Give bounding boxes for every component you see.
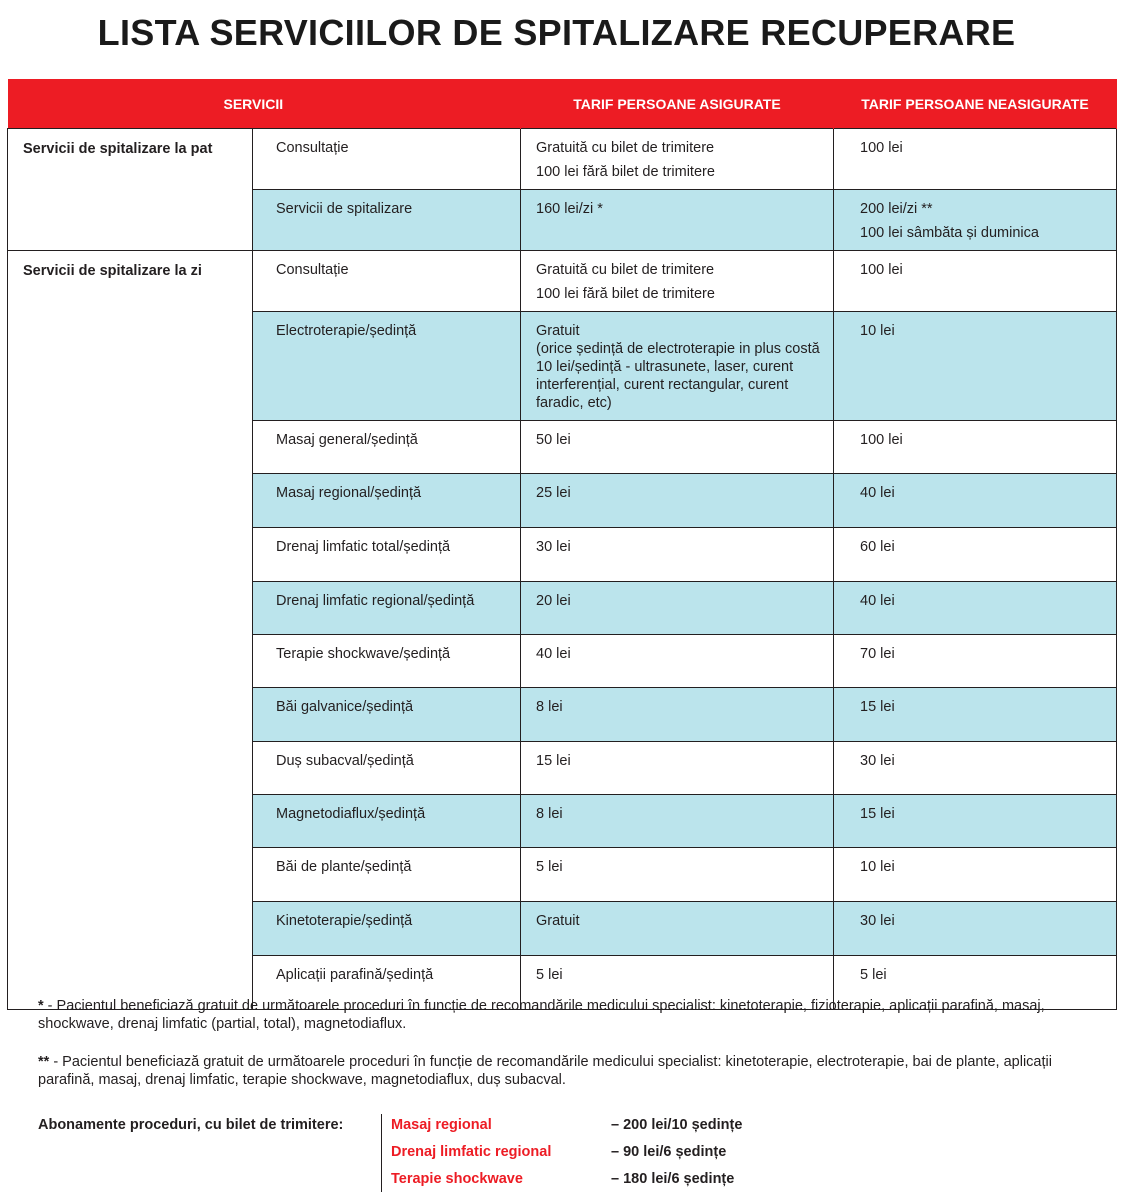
service-name: Aplicații parafină/ședință xyxy=(253,956,521,1010)
services-table xyxy=(7,79,1117,1010)
tarif-neasigurate-line: 40 lei xyxy=(860,485,895,501)
tarif-asigurate xyxy=(521,848,834,902)
tarif-asigurate xyxy=(521,795,834,848)
tarif-asigurate xyxy=(521,129,834,190)
abonament-price: – 180 lei/6 ședințe xyxy=(611,1171,735,1187)
tarif-asigurate-line: Gratuită cu bilet de trimitere xyxy=(536,262,715,278)
tarif-neasigurate-line: 15 lei xyxy=(860,806,895,822)
tarif-neasigurate xyxy=(834,421,1117,474)
service-name: Terapie shockwave/ședință xyxy=(253,635,521,688)
tarif-asigurate-line: 5 lei xyxy=(536,859,563,875)
tarif-neasigurate xyxy=(834,848,1117,902)
table-row xyxy=(8,129,1117,190)
divider xyxy=(381,1114,382,1192)
tarif-neasigurate-line: 10 lei xyxy=(860,323,895,339)
tarif-neasigurate xyxy=(834,474,1117,528)
header-tarif-neasigurate: TARIF PERSOANE NEASIGURATE xyxy=(834,79,1117,129)
table-header-row xyxy=(8,79,1117,129)
table-row xyxy=(8,251,1117,312)
service-name: Consultație xyxy=(253,129,521,190)
tarif-asigurate-line: 8 lei xyxy=(536,806,563,822)
tarif-neasigurate xyxy=(834,742,1117,795)
tarif-asigurate xyxy=(521,742,834,795)
tarif-neasigurate xyxy=(834,688,1117,742)
tarif-neasigurate-line: 70 lei xyxy=(860,646,895,662)
service-name: Masaj general/ședință xyxy=(253,421,521,474)
tarif-neasigurate-line: 200 lei/zi ** xyxy=(860,201,933,217)
abonamente-section xyxy=(38,1114,1098,1194)
tarif-neasigurate-line: 5 lei xyxy=(860,967,887,983)
tarif-asigurate xyxy=(521,251,834,312)
tarif-neasigurate-line: 100 lei sâmbăta și duminica xyxy=(860,225,1039,241)
footnote-text: - Pacientul beneficiază gratuit de următoarele proceduri în funcție de recomandările medicului specialist: kinetoterapie, fizioterapie, aplicații parafină, masaj, shockwave, drenaj limfatic (partial, total), magnetodiaflux. xyxy=(38,998,1045,1032)
header-servicii: SERVICII xyxy=(8,79,521,129)
tarif-neasigurate-line: 10 lei xyxy=(860,859,895,875)
tarif-asigurate xyxy=(521,421,834,474)
tarif-asigurate-line: Gratuită cu bilet de trimitere xyxy=(536,140,715,156)
tarif-asigurate-line: 30 lei xyxy=(536,539,571,555)
service-name: Băi de plante/ședință xyxy=(253,848,521,902)
tarif-asigurate-line: 40 lei xyxy=(536,646,571,662)
tarif-asigurate-line: 5 lei xyxy=(536,967,563,983)
service-name: Kinetoterapie/ședință xyxy=(253,902,521,956)
abonament-price: – 90 lei/6 ședințe xyxy=(611,1144,727,1160)
footnote-mark: * xyxy=(38,998,44,1014)
tarif-neasigurate xyxy=(834,582,1117,635)
abonamente-label: Abonamente proceduri, cu bilet de trimitere: xyxy=(38,1117,344,1133)
service-name: Masaj regional/ședință xyxy=(253,474,521,528)
footnote-mark: ** xyxy=(38,1054,50,1070)
tarif-asigurate-line: Gratuit xyxy=(536,323,580,339)
tarif-neasigurate xyxy=(834,795,1117,848)
tarif-neasigurate xyxy=(834,902,1117,956)
tarif-asigurate-line: 100 lei fără bilet de trimitere xyxy=(536,164,715,180)
tarif-asigurate-line: 15 lei xyxy=(536,753,571,769)
tarif-neasigurate xyxy=(834,129,1117,190)
abonament-price: – 200 lei/10 ședințe xyxy=(611,1117,743,1133)
tarif-neasigurate-line: 60 lei xyxy=(860,539,895,555)
footnote-2 xyxy=(38,1053,1098,1089)
tarif-asigurate-line: 100 lei fără bilet de trimitere xyxy=(536,286,715,302)
tarif-asigurate-line: 160 lei/zi * xyxy=(536,201,603,217)
tarif-neasigurate xyxy=(834,528,1117,582)
header-tarif-asigurate: TARIF PERSOANE ASIGURATE xyxy=(521,79,834,129)
group-name: Servicii de spitalizare la zi xyxy=(8,251,253,1010)
tarif-asigurate xyxy=(521,582,834,635)
tarif-asigurate xyxy=(521,902,834,956)
tarif-neasigurate-line: 30 lei xyxy=(860,913,895,929)
abonament-name: Drenaj limfatic regional xyxy=(391,1144,552,1160)
tarif-asigurate-line: 8 lei xyxy=(536,699,563,715)
tarif-neasigurate-line: 15 lei xyxy=(860,699,895,715)
tarif-neasigurate xyxy=(834,190,1117,251)
service-name: Servicii de spitalizare xyxy=(253,190,521,251)
tarif-asigurate-line: Gratuit xyxy=(536,913,580,929)
service-name: Duș subacval/ședință xyxy=(253,742,521,795)
service-name: Electroterapie/ședință xyxy=(253,312,521,421)
tarif-asigurate-line: 20 lei xyxy=(536,593,571,609)
service-name: Băi galvanice/ședință xyxy=(253,688,521,742)
service-name: Drenaj limfatic total/ședință xyxy=(253,528,521,582)
service-name: Magnetodiaflux/ședință xyxy=(253,795,521,848)
tarif-neasigurate-line: 40 lei xyxy=(860,593,895,609)
tarif-asigurate-line: 50 lei xyxy=(536,432,571,448)
tarif-asigurate-line: 25 lei xyxy=(536,485,571,501)
tarif-asigurate xyxy=(521,688,834,742)
service-name: Drenaj limfatic regional/ședință xyxy=(253,582,521,635)
page-title: LISTA SERVICIILOR DE SPITALIZARE RECUPERARE xyxy=(97,12,1016,53)
footnote-1 xyxy=(38,997,1098,1033)
service-name: Consultație xyxy=(253,251,521,312)
tarif-neasigurate-line: 100 lei xyxy=(860,432,903,448)
group-name: Servicii de spitalizare la pat xyxy=(8,129,253,251)
tarif-asigurate xyxy=(521,474,834,528)
tarif-neasigurate-line: 100 lei xyxy=(860,140,903,156)
footnote-text: - Pacientul beneficiază gratuit de următoarele proceduri în funcție de recomandările medicului specialist: kinetoterapie, electroterapie, bai de plante, aplicații parafină, masaj, drenaj limfatic, terapie shockwave, magnetodiaflux, duș subacval. xyxy=(38,1054,1052,1088)
tarif-neasigurate xyxy=(834,312,1117,421)
tarif-neasigurate xyxy=(834,635,1117,688)
tarif-neasigurate xyxy=(834,251,1117,312)
tarif-asigurate-line: (orice ședință de electroterapie in plus costă 10 lei/ședință - ultrasunete, laser, curent interferențial, curent rectangular, curent faradic, etc) xyxy=(536,341,820,411)
tarif-asigurate xyxy=(521,190,834,251)
abonament-name: Terapie shockwave xyxy=(391,1171,523,1187)
tarif-neasigurate-line: 30 lei xyxy=(860,753,895,769)
tarif-asigurate xyxy=(521,528,834,582)
tarif-neasigurate-line: 100 lei xyxy=(860,262,903,278)
tarif-asigurate xyxy=(521,635,834,688)
tarif-asigurate xyxy=(521,312,834,421)
abonament-name: Masaj regional xyxy=(391,1117,492,1133)
